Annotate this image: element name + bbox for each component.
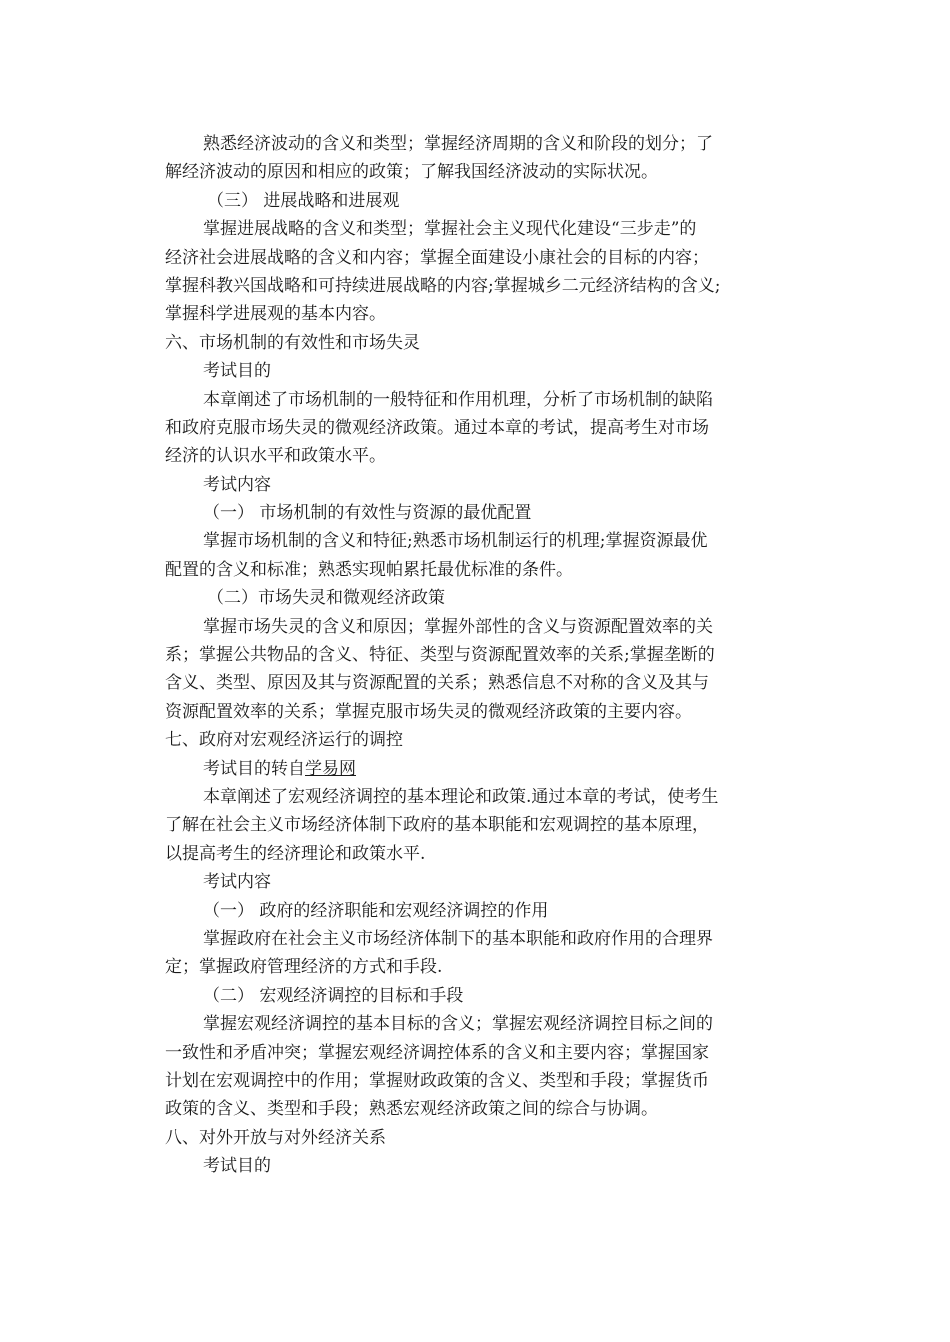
document-body [165,130,790,1180]
line-text: 系；掌握公共物品的含义、特征、类型与资源配置效率的关系;掌握垄断的 [165,645,715,666]
text-line [165,187,790,215]
text-line [165,329,790,357]
text-line [165,783,790,811]
text-line [165,386,790,414]
text-line [165,442,790,470]
line-text: 掌握科教兴国战略和可持续进展战略的内容;掌握城乡二元经济结构的含义; [165,275,721,296]
text-line [165,1095,790,1123]
text-line [165,755,790,783]
text-line [165,300,790,328]
text-line [165,840,790,868]
text-line [165,272,790,300]
text-line [165,1152,790,1180]
line-text: 掌握政府在社会主义市场经济体制下的基本职能和政府作用的合理界 [203,928,713,949]
line-text: 七、政府对宏观经济运行的调控 [165,730,403,751]
line-text: （二）市场失灵和微观经济政策 [207,588,445,609]
text-line [165,726,790,754]
line-text: 掌握市场机制的含义和特征;熟悉市场机制运行的机理;掌握资源最优 [203,531,708,552]
line-text: 和政府克服市场失灵的微观经济政策。通过本章的考试，提高考生对市场 [165,417,709,438]
text-line [165,1067,790,1095]
line-text: 计划在宏观调控中的作用；掌握财政政策的含义、类型和手段；掌握货币 [165,1070,709,1091]
line-text: 掌握科学进展观的基本内容。 [165,304,386,325]
text-line [165,158,790,186]
line-text: 考试目的转自 [203,758,305,779]
text-line [165,811,790,839]
line-text: 考试内容 [203,474,271,495]
line-text: 考试目的 [203,361,271,382]
text-line [165,130,790,158]
line-text: 考试内容 [203,872,271,893]
line-text: 掌握宏观经济调控的基本目标的含义；掌握宏观经济调控目标之间的 [203,1014,713,1035]
source-link[interactable]: 学易网 [305,758,356,779]
line-text: 配置的含义和标准；熟悉实现帕累托最优标准的条件。 [165,559,573,580]
line-text: 含义、类型、原因及其与资源配置的关系；熟悉信息不对称的含义及其与 [165,673,709,694]
line-text: 经济社会进展战略的含义和内容；掌握全面建设小康社会的目标的内容； [165,247,709,268]
line-text: 本章阐述了宏观经济调控的基本理论和政策.通过本章的考试，使考生 [203,786,719,807]
line-text: 考试目的 [203,1156,271,1177]
line-text: 八、对外开放与对外经济关系 [165,1127,386,1148]
line-text: 了解在社会主义市场经济体制下政府的基本职能和宏观调控的基本原理， [165,815,709,836]
line-text: 六、市场机制的有效性和市场失灵 [165,332,420,353]
line-text: 定；掌握政府管理经济的方式和手段. [165,957,443,978]
line-text: 以提高考生的经济理论和政策水平. [165,843,426,864]
text-line [165,925,790,953]
text-line [165,499,790,527]
line-text: （三） 进展战略和进展观 [207,190,400,211]
text-line [165,244,790,272]
text-line [165,669,790,697]
line-text: 掌握进展战略的含义和类型；掌握社会主义现代化建设“三步走”的 [203,219,697,240]
text-line [165,357,790,385]
text-line [165,698,790,726]
line-text: 政策的含义、类型和手段；熟悉宏观经济政策之间的综合与协调。 [165,1099,658,1120]
line-text: 解经济波动的原因和相应的政策；了解我国经济波动的实际状况。 [165,162,658,183]
line-text: 一致性和矛盾冲突；掌握宏观经济调控体系的含义和主要内容；掌握国家 [165,1042,709,1063]
line-text: （一） 市场机制的有效性与资源的最优配置 [203,503,532,524]
text-line [165,641,790,669]
line-text: （一） 政府的经济职能和宏观经济调控的作用 [203,900,549,921]
line-text: 熟悉经济波动的含义和类型；掌握经济周期的含义和阶段的划分；了 [203,134,713,154]
text-line [165,1010,790,1038]
line-text: 经济的认识水平和政策水平。 [165,446,386,467]
text-line [165,215,790,243]
text-line [165,953,790,981]
line-text: 掌握市场失灵的含义和原因；掌握外部性的含义与资源配置效率的关 [203,616,713,637]
text-line [165,556,790,584]
text-line [165,1039,790,1067]
line-text: （二） 宏观经济调控的目标和手段 [203,985,464,1006]
text-line [165,868,790,896]
text-line [165,527,790,555]
text-line [165,1124,790,1152]
text-line [165,584,790,612]
text-line [165,414,790,442]
line-text: 本章阐述了市场机制的一般特征和作用机理，分析了市场机制的缺陷 [203,389,713,410]
text-line [165,471,790,499]
text-line [165,982,790,1010]
line-text: 资源配置效率的关系；掌握克服市场失灵的微观经济政策的主要内容。 [165,701,692,722]
text-line [165,897,790,925]
text-line [165,613,790,641]
